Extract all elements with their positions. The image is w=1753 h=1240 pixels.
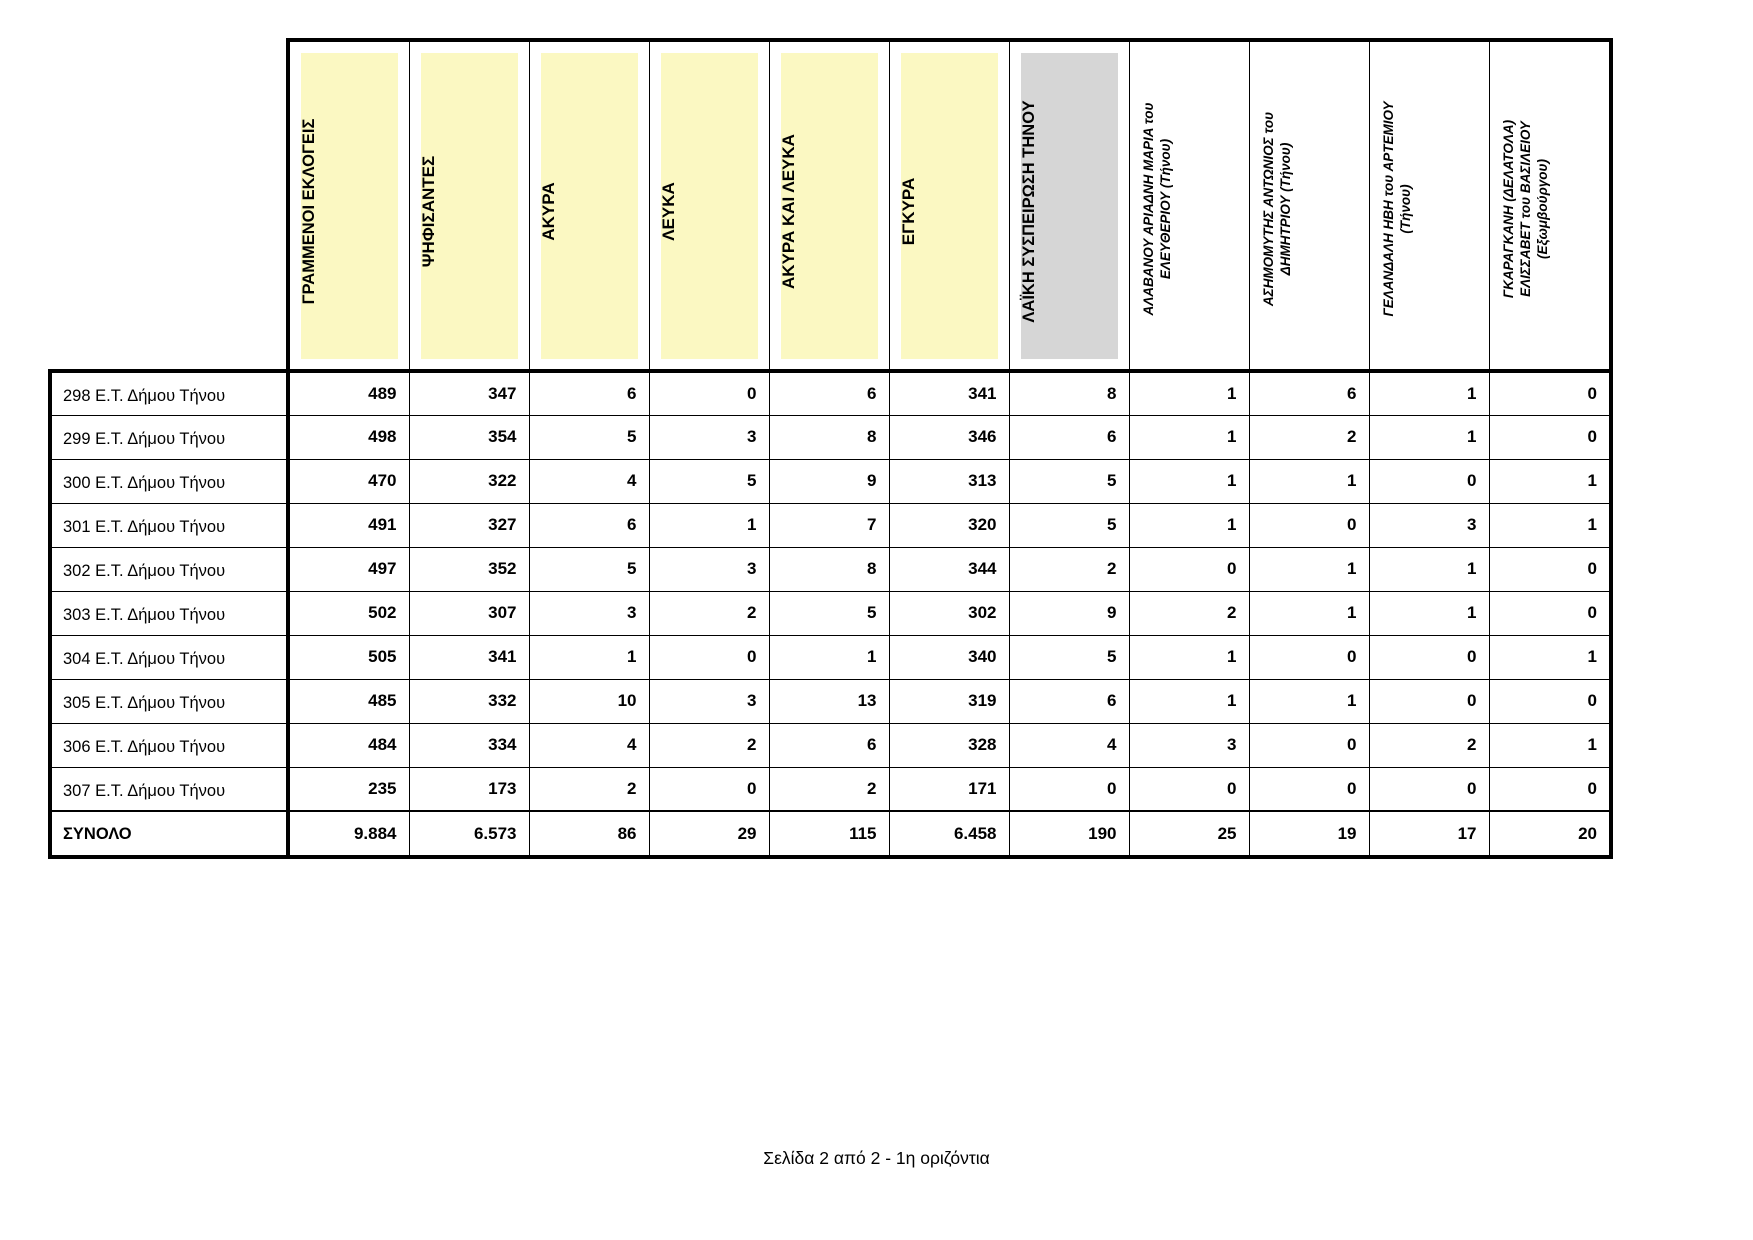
station-label: 300 Ε.Τ. Δήμου Τήνου: [50, 459, 288, 503]
value-cell: 10: [529, 679, 649, 723]
value-cell: 334: [409, 723, 529, 767]
value-cell: 3: [1129, 723, 1249, 767]
value-cell: 235: [288, 767, 409, 811]
value-cell: 5: [529, 547, 649, 591]
value-cell: 0: [1249, 635, 1369, 679]
value-cell: 1: [1369, 547, 1489, 591]
value-cell: 0: [1009, 767, 1129, 811]
value-cell: 320: [889, 503, 1009, 547]
column-header-line: (Τήνου): [1397, 184, 1413, 234]
table-row: [50, 371, 1611, 415]
value-cell: 19: [1249, 811, 1369, 857]
value-cell: 328: [889, 723, 1009, 767]
table-row: [50, 723, 1611, 767]
column-header-line: ΕΛΕΥΘΕΡΙΟΥ (Τήνου): [1157, 138, 1173, 280]
value-cell: 1: [769, 635, 889, 679]
value-cell: 1: [1129, 635, 1249, 679]
column-header-label: ΓΡΑΜΜΕΝΟΙ ΕΚΛΟΓΕΙΣ: [300, 118, 318, 305]
value-cell: 1: [1249, 591, 1369, 635]
value-cell: 354: [409, 415, 529, 459]
value-cell: 2: [1009, 547, 1129, 591]
value-cell: 1: [1489, 459, 1611, 503]
value-cell: 1: [1369, 415, 1489, 459]
table-row: [50, 679, 1611, 723]
value-cell: 319: [889, 679, 1009, 723]
total-label: ΣΥΝΟΛΟ: [50, 811, 288, 857]
value-cell: 2: [769, 767, 889, 811]
station-label: 307 Ε.Τ. Δήμου Τήνου: [50, 767, 288, 811]
value-cell: 322: [409, 459, 529, 503]
value-cell: 491: [288, 503, 409, 547]
value-cell: 502: [288, 591, 409, 635]
value-cell: 470: [288, 459, 409, 503]
table-row: [50, 503, 1611, 547]
column-header: [409, 40, 529, 371]
column-header-label: ΛΑΪΚΗ ΣΥΣΠΕΙΡΩΣΗ ΤΗΝΟΥ: [1019, 100, 1038, 323]
value-cell: 341: [889, 371, 1009, 415]
value-cell: 1: [1129, 679, 1249, 723]
value-cell: 5: [1009, 635, 1129, 679]
value-cell: 7: [769, 503, 889, 547]
value-cell: 485: [288, 679, 409, 723]
column-header-line: ΓΕΛΑΝΔΑΛΗ ΗΒΗ του ΑΡΤΕΜΙΟΥ: [1380, 101, 1396, 317]
value-cell: 484: [288, 723, 409, 767]
station-label: 303 Ε.Τ. Δήμου Τήνου: [50, 591, 288, 635]
value-cell: 0: [1489, 591, 1611, 635]
column-header-line: (Εξωμβούργου): [1534, 159, 1550, 259]
value-cell: 1: [1129, 459, 1249, 503]
table-row: [50, 767, 1611, 811]
column-header: [769, 40, 889, 371]
value-cell: 4: [1009, 723, 1129, 767]
column-header: [1009, 40, 1129, 371]
column-header: [1369, 40, 1489, 371]
value-cell: 347: [409, 371, 529, 415]
page-footer: Σελίδα 2 από 2 - 1η οριζόντια: [763, 1148, 990, 1168]
value-cell: 6: [1249, 371, 1369, 415]
value-cell: 0: [1249, 767, 1369, 811]
column-header-line: ΕΛΙΣΣΑΒΕΤ του ΒΑΣΙΛΕΙΟΥ: [1517, 121, 1533, 297]
value-cell: 4: [529, 459, 649, 503]
value-cell: 115: [769, 811, 889, 857]
value-cell: 5: [769, 591, 889, 635]
header-row: [50, 40, 1611, 371]
value-cell: 1: [1369, 371, 1489, 415]
value-cell: 344: [889, 547, 1009, 591]
column-header-label: ΨΗΦΙΣΑΝΤΕΣ: [418, 155, 438, 268]
column-header-line: ΑΛΑΒΑΝΟΥ ΑΡΙΑΔΝΗ ΜΑΡΙΑ του: [1140, 102, 1156, 316]
table-body: [50, 371, 1611, 857]
header-corner: [50, 40, 288, 371]
value-cell: 0: [1369, 767, 1489, 811]
value-cell: 0: [1489, 767, 1611, 811]
value-cell: 0: [649, 371, 769, 415]
total-row: [50, 811, 1611, 857]
value-cell: 190: [1009, 811, 1129, 857]
table-row: [50, 459, 1611, 503]
value-cell: 0: [1249, 503, 1369, 547]
value-cell: 13: [769, 679, 889, 723]
value-cell: 0: [1249, 723, 1369, 767]
station-label: 301 Ε.Τ. Δήμου Τήνου: [50, 503, 288, 547]
value-cell: 8: [1009, 371, 1129, 415]
value-cell: 9: [1009, 591, 1129, 635]
value-cell: 2: [1369, 723, 1489, 767]
value-cell: 0: [1489, 415, 1611, 459]
value-cell: 0: [1489, 547, 1611, 591]
column-header-line: ΓΚΑΡΑΓΚΑΝΗ (ΔΕΛΑΤΟΛΑ): [1500, 119, 1516, 299]
value-cell: 302: [889, 591, 1009, 635]
station-label: 302 Ε.Τ. Δήμου Τήνου: [50, 547, 288, 591]
value-cell: 3: [529, 591, 649, 635]
value-cell: 6: [529, 503, 649, 547]
column-header-label: ΕΓΚΥΡΑ: [898, 177, 918, 246]
value-cell: 6: [1009, 679, 1129, 723]
value-cell: 0: [1369, 635, 1489, 679]
value-cell: 6.573: [409, 811, 529, 857]
value-cell: 6.458: [889, 811, 1009, 857]
table-row: [50, 547, 1611, 591]
value-cell: 1: [1249, 679, 1369, 723]
column-header-label: [1140, 59, 1174, 359]
value-cell: 0: [1369, 459, 1489, 503]
value-cell: 332: [409, 679, 529, 723]
column-header: [288, 40, 409, 371]
value-cell: 313: [889, 459, 1009, 503]
column-header: [889, 40, 1009, 371]
value-cell: 5: [649, 459, 769, 503]
value-cell: 5: [529, 415, 649, 459]
value-cell: 3: [1369, 503, 1489, 547]
column-header-label: ΑΚΥΡΑ ΚΑΙ ΛΕΥΚΑ: [778, 134, 798, 289]
value-cell: 489: [288, 371, 409, 415]
value-cell: 498: [288, 415, 409, 459]
value-cell: 8: [769, 547, 889, 591]
value-cell: 0: [1129, 767, 1249, 811]
value-cell: 17: [1369, 811, 1489, 857]
value-cell: 1: [1129, 415, 1249, 459]
value-cell: 497: [288, 547, 409, 591]
column-header-line: ΑΣΗΜΟΜΥΤΗΣ ΑΝΤΩΝΙΟΣ του: [1260, 111, 1276, 307]
column-header-label: ΑΚΥΡΑ: [538, 182, 558, 241]
column-header-label: [1500, 59, 1551, 359]
value-cell: 29: [649, 811, 769, 857]
column-header-label: [1260, 59, 1294, 359]
value-cell: 3: [649, 415, 769, 459]
value-cell: 2: [1249, 415, 1369, 459]
column-header-line: ΔΗΜΗΤΡΙΟΥ (Τήνου): [1277, 142, 1293, 276]
station-label: 299 Ε.Τ. Δήμου Τήνου: [50, 415, 288, 459]
value-cell: 6: [769, 371, 889, 415]
value-cell: 0: [649, 635, 769, 679]
value-cell: 0: [1369, 679, 1489, 723]
value-cell: 3: [649, 547, 769, 591]
value-cell: 2: [649, 591, 769, 635]
value-cell: 8: [769, 415, 889, 459]
table-row: [50, 635, 1611, 679]
value-cell: 6: [1009, 415, 1129, 459]
value-cell: 5: [1009, 503, 1129, 547]
column-header: [1489, 40, 1611, 371]
value-cell: 340: [889, 635, 1009, 679]
value-cell: 1: [1489, 503, 1611, 547]
value-cell: 307: [409, 591, 529, 635]
column-header-label: [1380, 59, 1414, 359]
value-cell: 9.884: [288, 811, 409, 857]
station-label: 305 Ε.Τ. Δήμου Τήνου: [50, 679, 288, 723]
value-cell: 0: [1489, 371, 1611, 415]
value-cell: 1: [529, 635, 649, 679]
value-cell: 1: [1129, 503, 1249, 547]
value-cell: 0: [1489, 679, 1611, 723]
value-cell: 1: [1489, 723, 1611, 767]
column-header-label: ΛΕΥΚΑ: [658, 182, 678, 241]
value-cell: 2: [1129, 591, 1249, 635]
value-cell: 3: [649, 679, 769, 723]
value-cell: 1: [1489, 635, 1611, 679]
value-cell: 327: [409, 503, 529, 547]
value-cell: 171: [889, 767, 1009, 811]
value-cell: 1: [649, 503, 769, 547]
value-cell: 2: [529, 767, 649, 811]
column-header: [649, 40, 769, 371]
column-header: [529, 40, 649, 371]
value-cell: 1: [1369, 591, 1489, 635]
value-cell: 6: [769, 723, 889, 767]
table-row: [50, 591, 1611, 635]
value-cell: 341: [409, 635, 529, 679]
value-cell: 4: [529, 723, 649, 767]
value-cell: 1: [1129, 371, 1249, 415]
value-cell: 346: [889, 415, 1009, 459]
value-cell: 505: [288, 635, 409, 679]
station-label: 304 Ε.Τ. Δήμου Τήνου: [50, 635, 288, 679]
value-cell: 0: [649, 767, 769, 811]
value-cell: 352: [409, 547, 529, 591]
value-cell: 9: [769, 459, 889, 503]
column-header: [1129, 40, 1249, 371]
results-table: [48, 38, 1613, 859]
station-label: 306 Ε.Τ. Δήμου Τήνου: [50, 723, 288, 767]
value-cell: 0: [1129, 547, 1249, 591]
value-cell: 20: [1489, 811, 1611, 857]
value-cell: 5: [1009, 459, 1129, 503]
value-cell: 2: [649, 723, 769, 767]
value-cell: 173: [409, 767, 529, 811]
value-cell: 25: [1129, 811, 1249, 857]
station-label: 298 Ε.Τ. Δήμου Τήνου: [50, 371, 288, 415]
column-header: [1249, 40, 1369, 371]
value-cell: 1: [1249, 459, 1369, 503]
value-cell: 6: [529, 371, 649, 415]
value-cell: 86: [529, 811, 649, 857]
value-cell: 1: [1249, 547, 1369, 591]
table-row: [50, 415, 1611, 459]
